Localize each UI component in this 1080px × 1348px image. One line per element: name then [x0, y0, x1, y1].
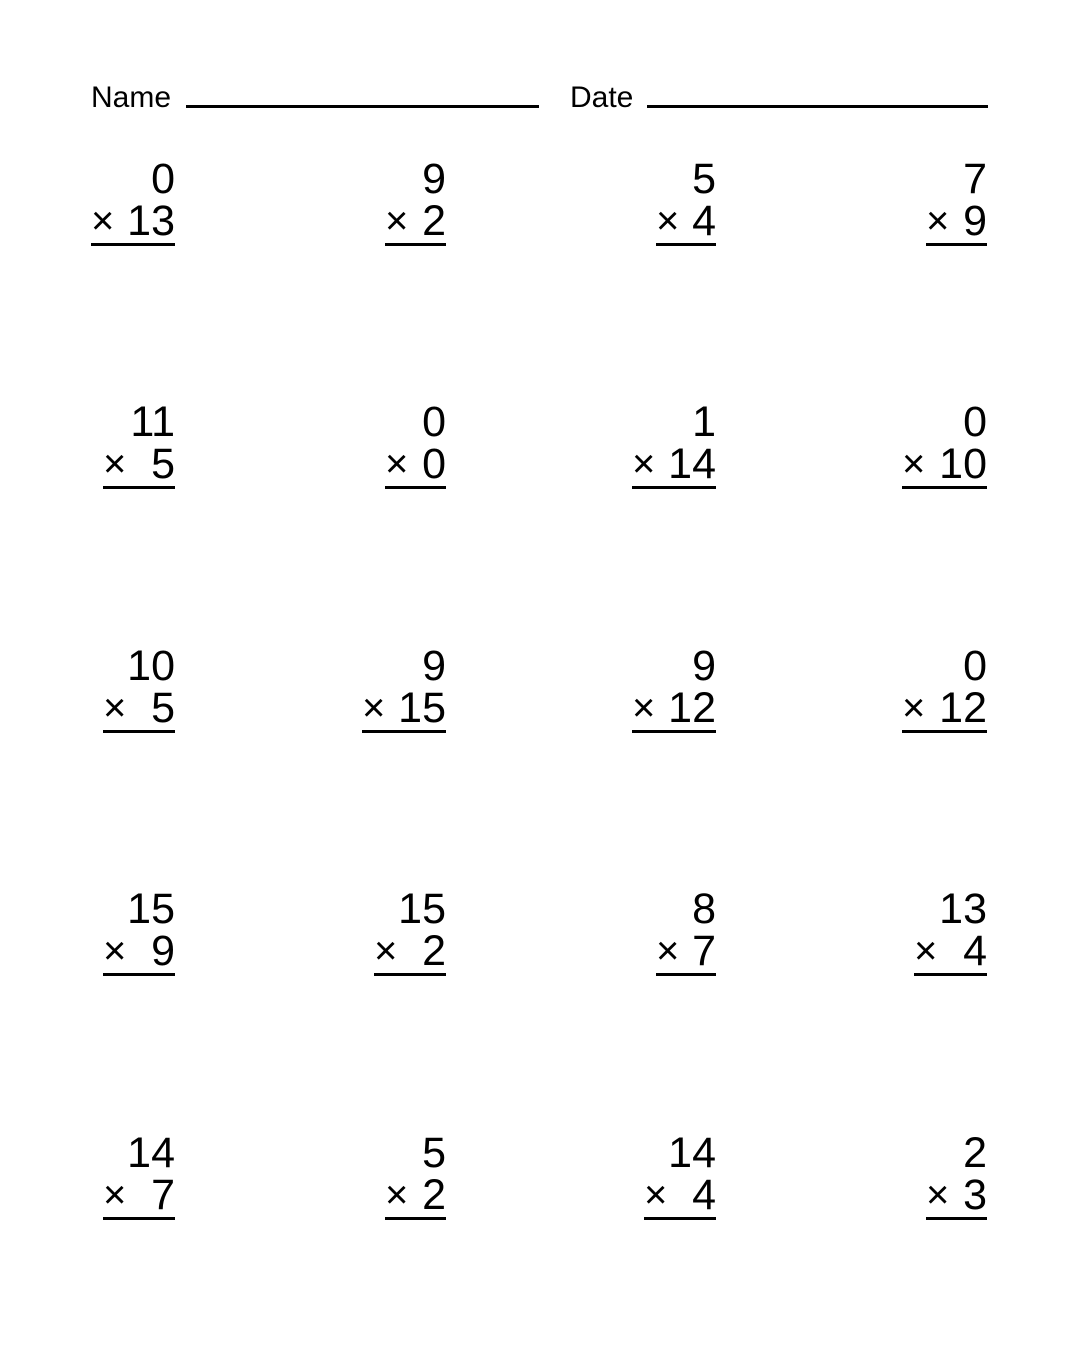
multiplier-row: [374, 927, 446, 976]
multiplier: 9: [963, 197, 987, 245]
times-sign: ×: [91, 199, 115, 243]
multiplicand: 0: [963, 642, 987, 690]
multiplication-problem: [926, 1129, 987, 1220]
multiplicand: 10: [127, 642, 175, 690]
multiplication-problem: [103, 398, 175, 489]
times-sign: ×: [385, 1173, 409, 1217]
multiplier: 12: [668, 684, 716, 732]
multiplier: 15: [398, 684, 446, 732]
multiplier: 13: [127, 197, 175, 245]
multiplier-row: [103, 927, 175, 976]
times-sign: ×: [902, 686, 926, 730]
multiplier-row: [385, 1171, 446, 1220]
multiplier-row: [902, 440, 987, 489]
multiplier: 7: [151, 1171, 175, 1219]
multiplier-row: [632, 440, 716, 489]
times-sign: ×: [914, 929, 938, 973]
multiplier-row: [385, 197, 446, 246]
multiplier-row: [91, 197, 175, 246]
times-sign: ×: [103, 442, 127, 486]
multiplier: 2: [422, 1171, 446, 1219]
multiplicand: 8: [692, 885, 716, 933]
multiplier-row: [362, 684, 446, 733]
multiplier: 0: [422, 440, 446, 488]
times-sign: ×: [103, 929, 127, 973]
multiplier: 9: [151, 927, 175, 975]
multiplicand: 13: [939, 885, 987, 933]
multiplicand: 5: [422, 1129, 446, 1177]
multiplicand: 15: [398, 885, 446, 933]
multiplication-problem: [656, 155, 716, 246]
multiplication-problem: [374, 885, 446, 976]
multiplier: 14: [668, 440, 716, 488]
times-sign: ×: [656, 929, 680, 973]
multiplier-row: [632, 684, 716, 733]
multiplicand: 14: [668, 1129, 716, 1177]
multiplication-problem: [362, 642, 446, 733]
multiplication-problem: [902, 642, 987, 733]
times-sign: ×: [103, 686, 127, 730]
multiplicand: 2: [963, 1129, 987, 1177]
times-sign: ×: [926, 1173, 950, 1217]
multiplication-problem: [103, 1129, 175, 1220]
multiplier: 4: [692, 197, 716, 245]
date-field[interactable]: [647, 105, 988, 108]
multiplier: 4: [692, 1171, 716, 1219]
multiplier-row: [644, 1171, 716, 1220]
date-label: Date: [570, 81, 634, 114]
multiplicand: 9: [422, 642, 446, 690]
multiplier-row: [926, 197, 987, 246]
multiplier: 7: [692, 927, 716, 975]
multiplicand: 5: [692, 155, 716, 203]
times-sign: ×: [926, 199, 950, 243]
multiplication-problem: [902, 398, 987, 489]
multiplier: 12: [939, 684, 987, 732]
multiplication-problem: [385, 1129, 446, 1220]
multiplicand: 9: [692, 642, 716, 690]
multiplier-row: [656, 927, 716, 976]
multiplier-row: [103, 1171, 175, 1220]
multiplication-problem: [926, 155, 987, 246]
multiplication-problem: [103, 642, 175, 733]
multiplier: 10: [939, 440, 987, 488]
times-sign: ×: [902, 442, 926, 486]
multiplier: 2: [422, 927, 446, 975]
name-label: Name: [91, 81, 172, 114]
times-sign: ×: [632, 686, 656, 730]
times-sign: ×: [362, 686, 386, 730]
multiplier-row: [103, 684, 175, 733]
multiplier: 4: [963, 927, 987, 975]
multiplier: 5: [151, 440, 175, 488]
times-sign: ×: [374, 929, 398, 973]
multiplicand: 7: [963, 155, 987, 203]
multiplier-row: [926, 1171, 987, 1220]
multiplication-problem: [656, 885, 716, 976]
multiplier-row: [902, 684, 987, 733]
times-sign: ×: [632, 442, 656, 486]
multiplication-problem: [385, 155, 446, 246]
times-sign: ×: [656, 199, 680, 243]
multiplication-problem: [91, 155, 175, 246]
multiplication-problem: [103, 885, 175, 976]
multiplier-row: [914, 927, 987, 976]
multiplicand: 14: [127, 1129, 175, 1177]
name-field[interactable]: [186, 105, 539, 108]
multiplicand: 1: [692, 398, 716, 446]
times-sign: ×: [644, 1173, 668, 1217]
multiplication-problem: [644, 1129, 716, 1220]
times-sign: ×: [385, 442, 409, 486]
multiplier: 3: [963, 1171, 987, 1219]
multiplicand: 15: [127, 885, 175, 933]
times-sign: ×: [103, 1173, 127, 1217]
multiplicand: 0: [963, 398, 987, 446]
multiplier-row: [385, 440, 446, 489]
multiplier: 5: [151, 684, 175, 732]
multiplication-problem: [632, 398, 716, 489]
times-sign: ×: [385, 199, 409, 243]
multiplicand: 0: [151, 155, 175, 203]
multiplier: 2: [422, 197, 446, 245]
multiplier-row: [103, 440, 175, 489]
multiplicand: 11: [130, 398, 175, 446]
multiplicand: 9: [422, 155, 446, 203]
multiplier-row: [656, 197, 716, 246]
multiplication-problem: [632, 642, 716, 733]
multiplication-problem: [385, 398, 446, 489]
multiplication-problem: [914, 885, 987, 976]
multiplicand: 0: [422, 398, 446, 446]
